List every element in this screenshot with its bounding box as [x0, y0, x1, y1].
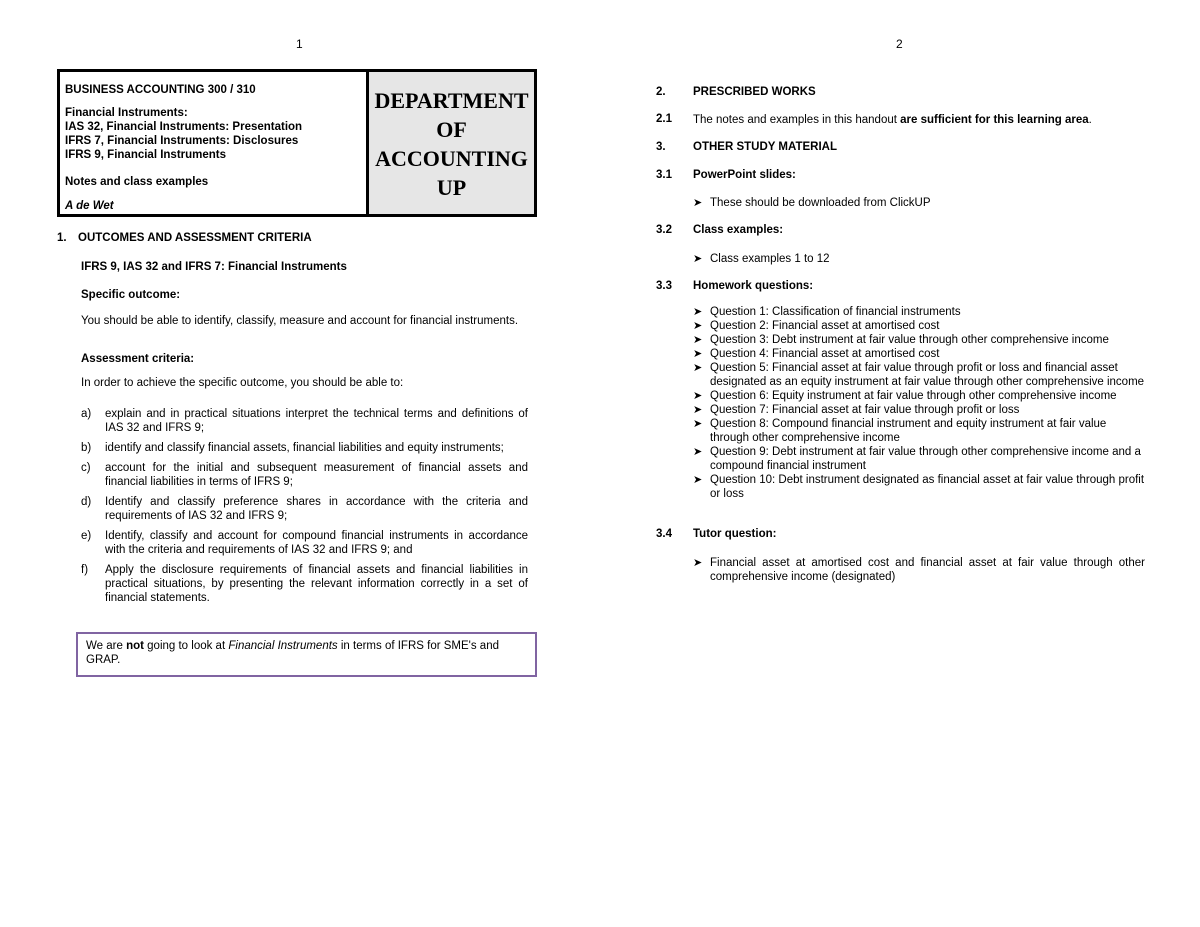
arrow-bullet-icon: ➤ [693, 348, 703, 360]
criteria-item-label: e) [81, 530, 92, 542]
arrow-bullet-icon: ➤ [693, 557, 703, 569]
section-1-number: 1. [57, 232, 67, 244]
header-line-2: IAS 32, Financial Instruments: Presentation [65, 121, 303, 133]
section-2-1-pre: The notes and examples in this handout [693, 114, 901, 126]
list-item [693, 556, 1145, 584]
list-item [693, 196, 1145, 210]
criteria-item [81, 407, 528, 435]
criteria-item-label: c) [81, 462, 91, 474]
criteria-item [81, 441, 528, 455]
section-1-title: OUTCOMES AND ASSESSMENT CRITERIA [78, 232, 312, 244]
section-3-4-number: 3.4 [656, 528, 672, 540]
header-line-4: IFRS 9, Financial Instruments [65, 149, 227, 161]
specific-outcome-text: You should be able to identify, classify, measure and account for financial instruments. [81, 315, 519, 327]
list-item-text: Question 3: Debt instrument at fair value through other comprehensive income [710, 334, 1109, 346]
criteria-item [81, 563, 528, 605]
list-item-text: Question 9: Debt instrument at fair value through other comprehensive income and a compound financial instrument [710, 446, 1141, 472]
section-3-3-number: 3.3 [656, 280, 672, 292]
arrow-bullet-icon: ➤ [693, 306, 703, 318]
list-item [693, 319, 1145, 333]
arrow-bullet-icon: ➤ [693, 362, 703, 374]
arrow-bullet-icon: ➤ [693, 253, 703, 265]
course-header-box [57, 69, 537, 217]
criteria-item-label: f) [81, 564, 89, 576]
tutor-question-list [693, 556, 1145, 584]
section-2-1-text [693, 113, 1092, 127]
powerpoint-list [693, 196, 1145, 210]
list-item-text: Financial asset at amortised cost and financial asset at fair value through other comprehensive income (designated) [710, 557, 1145, 583]
list-item [693, 473, 1145, 501]
dept-line-3: ACCOUNTING [375, 146, 528, 171]
page-number-left: 1 [296, 37, 303, 51]
assessment-criteria-intro: In order to achieve the specific outcome, you should be able to: [81, 377, 404, 389]
section-1-subtitle: IFRS 9, IAS 32 and IFRS 7: Financial Instruments [81, 261, 347, 273]
list-item [693, 361, 1145, 389]
list-item-text: Class examples 1 to 12 [710, 253, 830, 265]
course-info [60, 72, 369, 214]
criteria-item-label: d) [81, 496, 92, 508]
section-3-number: 3. [656, 141, 666, 153]
section-3-1-number: 3.1 [656, 169, 672, 181]
list-item [693, 445, 1145, 473]
section-2-title: PRESCRIBED WORKS [693, 86, 816, 98]
section-2-number: 2. [656, 86, 666, 98]
arrow-bullet-icon: ➤ [693, 418, 703, 430]
list-item-text: Question 5: Financial asset at fair value through profit or loss and financial asset designated as an equity instrument at fair value through other comprehensive income [710, 362, 1145, 388]
list-item-text: Question 7: Financial asset at fair value through profit or loss [710, 404, 1020, 416]
section-2-1-post: . [1088, 114, 1092, 126]
list-item [693, 347, 1145, 361]
list-item [693, 333, 1145, 347]
homework-list [693, 305, 1145, 501]
section-3-2-title: Class examples: [693, 224, 784, 236]
section-3-2-number: 3.2 [656, 224, 672, 236]
specific-outcome-heading: Specific outcome: [81, 289, 181, 301]
list-item-text: These should be downloaded from ClickUP [710, 197, 931, 209]
list-item-text: Question 4: Financial asset at amortised cost [710, 348, 940, 360]
criteria-item-text: Identify and classify preference shares in accordance with the criteria and requirements of IAS 32 and IFRS 9; [105, 496, 528, 522]
header-author: A de Wet [65, 200, 114, 212]
list-item [693, 389, 1145, 403]
section-2-1-number: 2.1 [656, 113, 672, 125]
department-logo [369, 72, 534, 214]
criteria-item-text: Apply the disclosure requirements of financial assets and financial liabilities in practical situations, by presenting the relevant information correctly in a set of financial statements. [105, 564, 528, 604]
assessment-criteria-heading: Assessment criteria: [81, 353, 195, 365]
list-item-text: Question 1: Classification of financial instruments [710, 306, 961, 318]
page-number-right: 2 [896, 37, 903, 51]
dept-line-1: DEPARTMENT [374, 88, 529, 113]
criteria-item-text: account for the initial and subsequent measurement of financial assets and financial liabilities in terms of IFRS 9; [105, 462, 528, 488]
arrow-bullet-icon: ➤ [693, 446, 703, 458]
header-line-3: IFRS 7, Financial Instruments: Disclosures [65, 135, 299, 147]
arrow-bullet-icon: ➤ [693, 404, 703, 416]
note-box [76, 632, 537, 677]
dept-line-4: UP [436, 175, 467, 200]
criteria-item [81, 461, 528, 489]
arrow-bullet-icon: ➤ [693, 197, 703, 209]
arrow-bullet-icon: ➤ [693, 320, 703, 332]
note-mid: going to look at [143, 640, 229, 652]
section-3-title: OTHER STUDY MATERIAL [693, 141, 837, 153]
criteria-item [81, 495, 528, 523]
list-item-text: Question 8: Compound financial instrument and equity instrument at fair value through other comprehensive income [710, 418, 1107, 444]
list-item-text: Question 2: Financial asset at amortised cost [710, 320, 940, 332]
arrow-bullet-icon: ➤ [693, 390, 703, 402]
section-3-4-title: Tutor question: [693, 528, 777, 540]
list-item [693, 403, 1145, 417]
criteria-item-label: a) [81, 408, 92, 420]
list-item-text: Question 10: Debt instrument designated as financial asset at fair value through profit or loss [710, 474, 1145, 500]
course-title: BUSINESS ACCOUNTING 300 / 310 [65, 84, 256, 96]
note-bold: not [126, 640, 144, 652]
class-examples-list [693, 252, 1145, 266]
section-3-1-title: PowerPoint slides: [693, 169, 796, 181]
list-item [693, 305, 1145, 319]
criteria-item-text: Identify, classify and account for compound financial instruments in accordance with the criteria and requirements of IAS 32 and IFRS 9; and [105, 530, 528, 556]
section-2-1-bold: are sufficient for this learning area [900, 114, 1089, 126]
note-italic: Financial Instruments [228, 640, 338, 652]
criteria-item [81, 529, 528, 557]
dept-line-2: OF [436, 117, 467, 142]
arrow-bullet-icon: ➤ [693, 474, 703, 486]
list-item [693, 252, 1145, 266]
arrow-bullet-icon: ➤ [693, 334, 703, 346]
list-item [693, 417, 1145, 445]
note-post: in terms of IFRS for SME's and GRAP. [86, 640, 499, 666]
list-item-text: Question 6: Equity instrument at fair value through other comprehensive income [710, 390, 1117, 402]
header-notes: Notes and class examples [65, 176, 209, 188]
header-line-1: Financial Instruments: [65, 107, 188, 119]
criteria-item-text: identify and classify financial assets, financial liabilities and equity instruments; [105, 442, 504, 454]
criteria-item-label: b) [81, 442, 92, 454]
note-pre: We are [86, 640, 127, 652]
section-3-3-title: Homework questions: [693, 280, 814, 292]
criteria-item-text: explain and in practical situations interpret the technical terms and definitions of IAS 32 and IFRS 9; [105, 408, 528, 434]
